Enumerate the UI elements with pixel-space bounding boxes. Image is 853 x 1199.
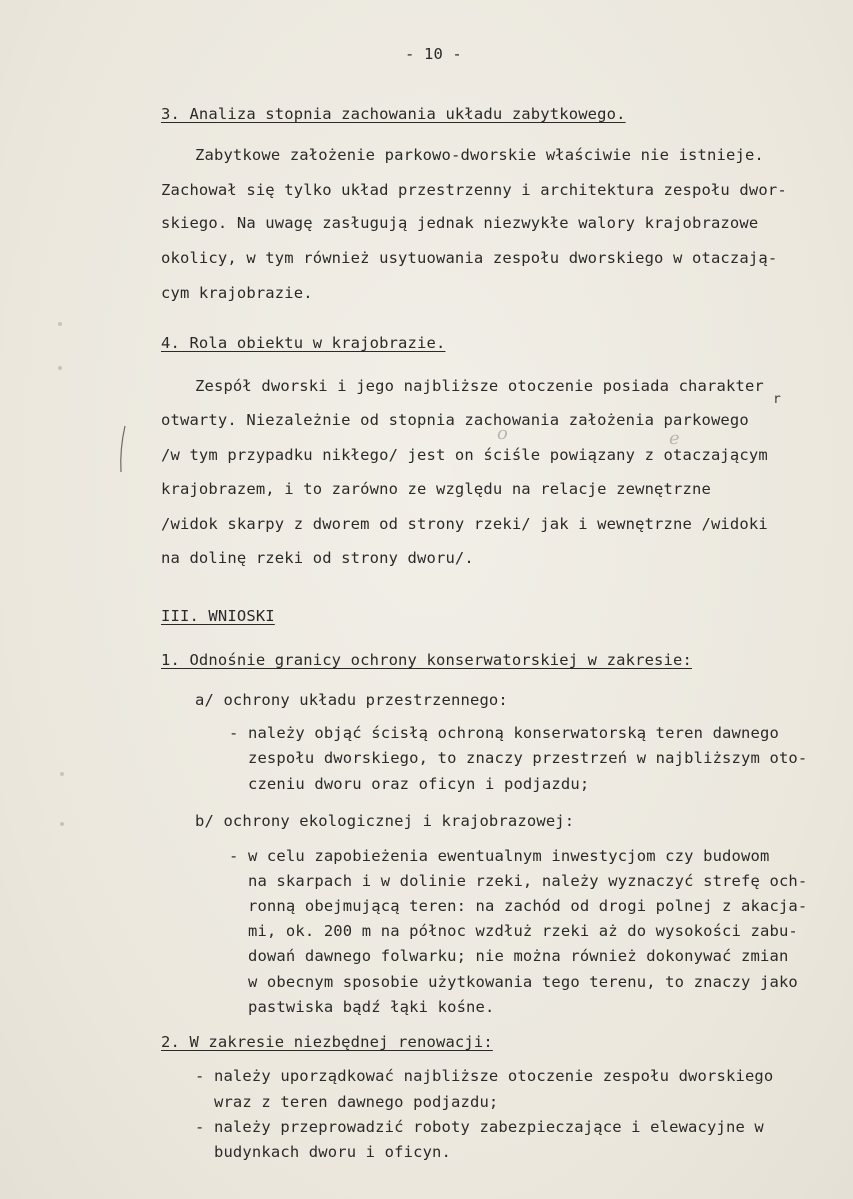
- section-3-line: okolicy, w tym również usytuowania zespołu dworskiego w otaczają-: [161, 249, 778, 267]
- item-a-line: - należy objąć ścisłą ochroną konserwatorską teren dawnego: [229, 724, 779, 742]
- section-4-line: krajobrazem, i to zarówno ze względu na relacje zewnętrzne: [161, 480, 711, 498]
- item-b-line: mi, ok. 200 m na północ wzdłuż rzeki aż do wysokości zabu-: [229, 922, 798, 940]
- section-3-line: Zabytkowe założenie parkowo-dworskie właściwie nie istnieje.: [195, 146, 764, 164]
- section-4-line: otwarty. Niezależnie od stopnia zachowania założenia parkowego: [161, 411, 749, 429]
- margin-pen-mark: [116, 425, 130, 473]
- item-b-line: pastwiska bądź łąki kośne.: [229, 998, 495, 1016]
- subsection-2-heading: 2. W zakresie niezbędnej renowacji:: [161, 1033, 493, 1051]
- section-4-line: Zespół dworski i jego najbliższe otoczenie posiada charakter: [195, 377, 764, 395]
- section-4-heading: 4. Rola obiektu w krajobrazie.: [161, 334, 446, 352]
- section-3-heading: 3. Analiza stopnia zachowania układu zabytkowego.: [161, 105, 626, 123]
- item-a-line: czeniu dworu oraz oficyn i podjazdu;: [229, 775, 590, 793]
- item-renovation-line: - należy przeprowadzić roboty zabezpieczające i elewacyjne w: [195, 1118, 764, 1136]
- section-iii-heading: III. WNIOSKI: [161, 607, 275, 625]
- margin-mark: [58, 322, 62, 326]
- item-b-line: ronną obejmującą teren: na zachód od drogi polnej z akacja-: [229, 897, 808, 915]
- item-b-label: b/ ochrony ekologicznej i krajobrazowej:: [195, 812, 575, 830]
- section-3-line: Zachował się tylko układ przestrzenny i architektura zespołu dwor-: [161, 181, 787, 199]
- handwritten-insert-o: o: [497, 423, 508, 444]
- item-renovation-line: budynkach dworu i oficyn.: [195, 1143, 452, 1161]
- section-4-line: /widok skarpy z dworem od strony rzeki/ jak i wewnętrzne /widoki: [161, 515, 768, 533]
- item-renovation-line: wraz z teren dawnego podjazdu;: [195, 1093, 499, 1111]
- margin-mark: [60, 822, 64, 826]
- section-3-line: cym krajobrazie.: [161, 284, 313, 302]
- item-renovation-line: - należy uporządkować najbliższe otoczenie zespołu dworskiego: [195, 1067, 774, 1085]
- page-number: - 10 -: [405, 45, 462, 63]
- item-b-line: dowań dawnego folwarku; nie można również dokonywać zmian: [229, 947, 789, 965]
- handwritten-insert-e: e: [669, 428, 680, 449]
- margin-mark: [58, 366, 62, 370]
- section-4-line: na dolinę rzeki od strony dworu/.: [161, 549, 474, 567]
- item-b-line: w obecnym sposobie użytkowania tego terenu, to znaczy jako: [229, 973, 798, 991]
- margin-mark: [60, 772, 64, 776]
- item-b-line: na skarpach i w dolinie rzeki, należy wyznaczyć strefę och-: [229, 872, 808, 890]
- section-4-line: /w tym przypadku nikłego/ jest on ściśle powiązany z otaczającym: [161, 446, 768, 464]
- item-a-label: a/ ochrony układu przestrzennego:: [195, 691, 508, 709]
- item-a-line: zespołu dworskiego, to znaczy przestrzeń w najbliższym oto-: [229, 749, 808, 767]
- handwritten-insert-r: r: [773, 392, 781, 407]
- subsection-1-heading: 1. Odnośnie granicy ochrony konserwatorskiej w zakresie:: [161, 651, 692, 669]
- section-3-line: skiego. Na uwagę zasługują jednak niezwykłe walory krajobrazowe: [161, 214, 759, 232]
- item-b-line: - w celu zapobieżenia ewentualnym inwestycjom czy budowom: [229, 847, 770, 865]
